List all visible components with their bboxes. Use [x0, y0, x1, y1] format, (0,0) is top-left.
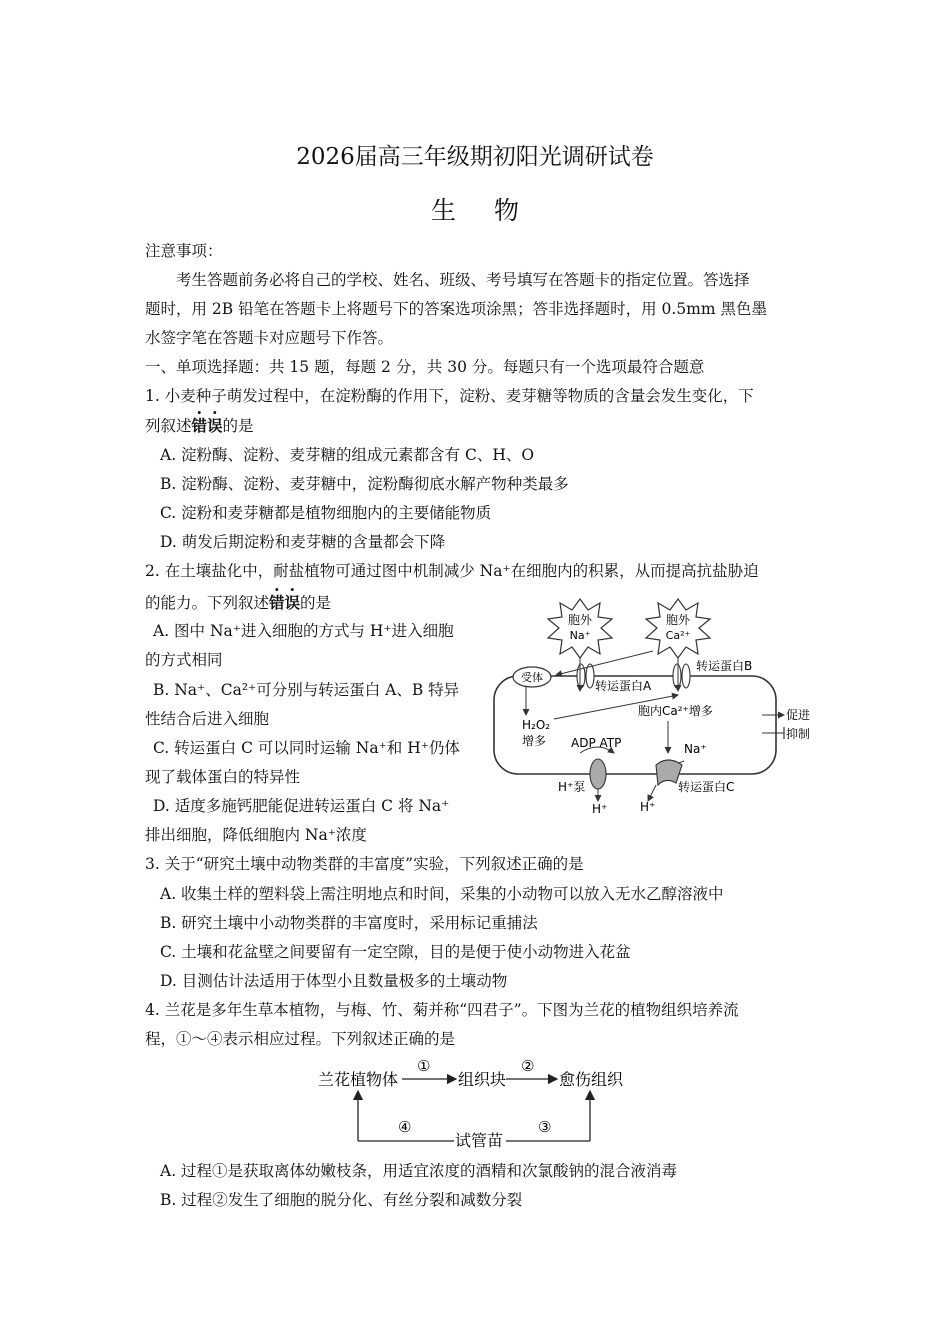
- flow-step-4: ④: [398, 1118, 412, 1136]
- out-ca-label-2: Ca²⁺: [665, 629, 691, 642]
- transporter-a-label: 转运蛋白A: [595, 679, 652, 693]
- q3-option-b: B. 研究土壤中小动物类群的丰富度时，采用标记重捕法: [160, 914, 538, 932]
- intracellular-na-label: Na⁺: [684, 742, 707, 756]
- q2-option-a-line-2: 的方式相同: [145, 651, 223, 669]
- receptor-label: 受体: [521, 671, 543, 684]
- out-na-label-1: 胞外: [567, 613, 593, 627]
- q1-stem-pre: 列叙述: [145, 417, 192, 435]
- q1-option-d: D. 萌发后期淀粉和麦芽糖的含量都会下降: [160, 533, 446, 551]
- h-out-label-1: H⁺: [592, 802, 608, 816]
- q2-option-c-line-2: 现了载体蛋白的特异性: [145, 768, 301, 786]
- q4-option-b: B. 过程②发生了细胞的脱分化、有丝分裂和减数分裂: [160, 1191, 523, 1209]
- q1-stem-line-1: 1. 小麦种子萌发过程中，在淀粉酶的作用下，淀粉、麦芽糖等物质的含量会发生变化，下: [145, 387, 754, 405]
- notice-heading: 注意事项：: [145, 242, 223, 260]
- section-heading: 一、单项选择题：共 15 题，每题 2 分，共 30 分。每题只有一个选项最符合题意: [145, 358, 705, 376]
- q3-option-c: C. 土壤和花盆壁之间要留有一定空隙，目的是便于使小动物进入花盆: [160, 943, 631, 961]
- out-na-label-2: Na⁺: [569, 629, 591, 642]
- q2-option-c-line-1: C. 转运蛋白 C 可以同时运输 Na⁺和 H⁺仍体: [153, 739, 460, 757]
- q2-option-d-line-2: 排出细胞，降低细胞内 Na⁺浓度: [145, 826, 367, 844]
- q2-emphasis-char-2: 误: [284, 593, 301, 612]
- inhibit-label: 抑制: [786, 727, 811, 741]
- notice-line-3: 水签字笔在答题卡对应题号下作答。: [145, 329, 394, 347]
- intracellular-ca-label: 胞内Ca²⁺增多: [638, 704, 713, 718]
- q2-emphasis-char-1: 错: [269, 593, 285, 612]
- q3-stem: 3. 关于“研究土壤中动物类群的丰富度”实验，下列叙述正确的是: [145, 855, 584, 873]
- transporter-c-label: 转运蛋白C: [678, 780, 735, 794]
- q2-option-b-line-2: 性结合后进入细胞: [145, 710, 270, 728]
- q2-stem-line-1: 2. 在土壤盐化中，耐盐植物可通过图中机制减少 Na⁺在细胞内的积累，从而提高抗盐胁迫: [145, 562, 759, 580]
- q1-stem-line-2: [145, 416, 254, 436]
- subject-char-2: 物: [494, 196, 520, 225]
- flow-step-2: ②: [521, 1057, 535, 1075]
- transporter-b-label: 转运蛋白B: [696, 659, 753, 673]
- flow-step-1: ①: [417, 1057, 431, 1075]
- q3-option-a: A. 收集土样的塑料袋上需注明地点和时间，采集的小动物可以放入无水乙醇溶液中: [160, 885, 724, 903]
- subject-title: [0, 191, 950, 227]
- tissue-culture-flowchart: [300, 1055, 650, 1150]
- q2-option-b-line-1: B. Na⁺、Ca²⁺可分别与转运蛋白 A、B 特异: [153, 681, 460, 699]
- q3-option-d: D. 目测估计法适用于体型小且数量极多的土壤动物: [160, 972, 508, 990]
- transporter-b-right: [682, 664, 690, 688]
- q2-stem-pre: 的能力。下列叙述: [145, 594, 270, 612]
- q1-emphasis-char-1: 错: [191, 416, 208, 435]
- subject-char-1: 生: [430, 196, 456, 225]
- q1-emphasis-char-2: 误: [207, 416, 223, 435]
- q2-stem-post: 的是: [300, 594, 332, 612]
- flow-callus: 愈伤组织: [559, 1070, 624, 1089]
- transporter-a-left: [577, 664, 585, 688]
- q2-option-a-line-1: A. 图中 Na⁺进入细胞的方式与 H⁺进入细胞: [153, 622, 454, 640]
- flow-step-3: ③: [538, 1118, 552, 1136]
- promote-label: 促进: [786, 708, 811, 722]
- out-ca-label-1: 胞外: [665, 613, 691, 627]
- h2o2-label: H₂O₂: [522, 718, 551, 732]
- q4-stem-line-2: 程，①～④表示相应过程。下列叙述正确的是: [145, 1030, 456, 1048]
- flow-seedling: 试管苗: [455, 1131, 504, 1150]
- q2-stem-line-2: [145, 593, 331, 613]
- notice-line-1: 考生答题前务必将自己的学校、姓名、班级、考号填写在答题卡的指定位置。答选择: [176, 271, 750, 289]
- flow-plant: 兰花植物体: [318, 1070, 399, 1089]
- notice-line-2: 题时，用 2B 铅笔在答题卡上将题号下的答案选项涂黑；答非选择题时，用 0.5mm 黑色墨: [145, 300, 768, 318]
- ion-transport-diagram: [488, 595, 820, 821]
- h2o2-increase-label: 增多: [522, 734, 547, 748]
- q1-option-a: A. 淀粉酶、淀粉、麦芽糖的组成元素都含有 C、H、O: [160, 446, 535, 464]
- exam-title: 2026届高三年级期初阳光调研试卷: [296, 144, 654, 170]
- q4-stem-line-1: 4. 兰花是多年生草本植物，与梅、竹、菊并称“四君子”。下图为兰花的植物组织培养流: [145, 1001, 739, 1019]
- q1-stem-post: 的是: [222, 417, 254, 435]
- h-out-label-2: H⁺: [640, 800, 656, 814]
- h-pump-label: H⁺泵: [558, 780, 586, 794]
- transporter-b-left: [673, 664, 681, 688]
- q1-option-b: B. 淀粉酶、淀粉、麦芽糖中，淀粉酶彻底水解产物种类最多: [160, 475, 569, 493]
- flow-tissue-block: 组织块: [458, 1070, 507, 1089]
- q1-option-c: C. 淀粉和麦芽糖都是植物细胞内的主要储能物质: [160, 504, 492, 522]
- adp-atp-label: ADP ATP: [571, 736, 622, 750]
- q2-option-d-line-1: D. 适度多施钙肥能促进转运蛋白 C 将 Na⁺: [153, 797, 450, 815]
- q4-option-a: A. 过程①是获取离体幼嫩枝条，用适宜浓度的酒精和次氯酸钠的混合液消毒: [160, 1162, 678, 1180]
- h-pump: [590, 759, 606, 789]
